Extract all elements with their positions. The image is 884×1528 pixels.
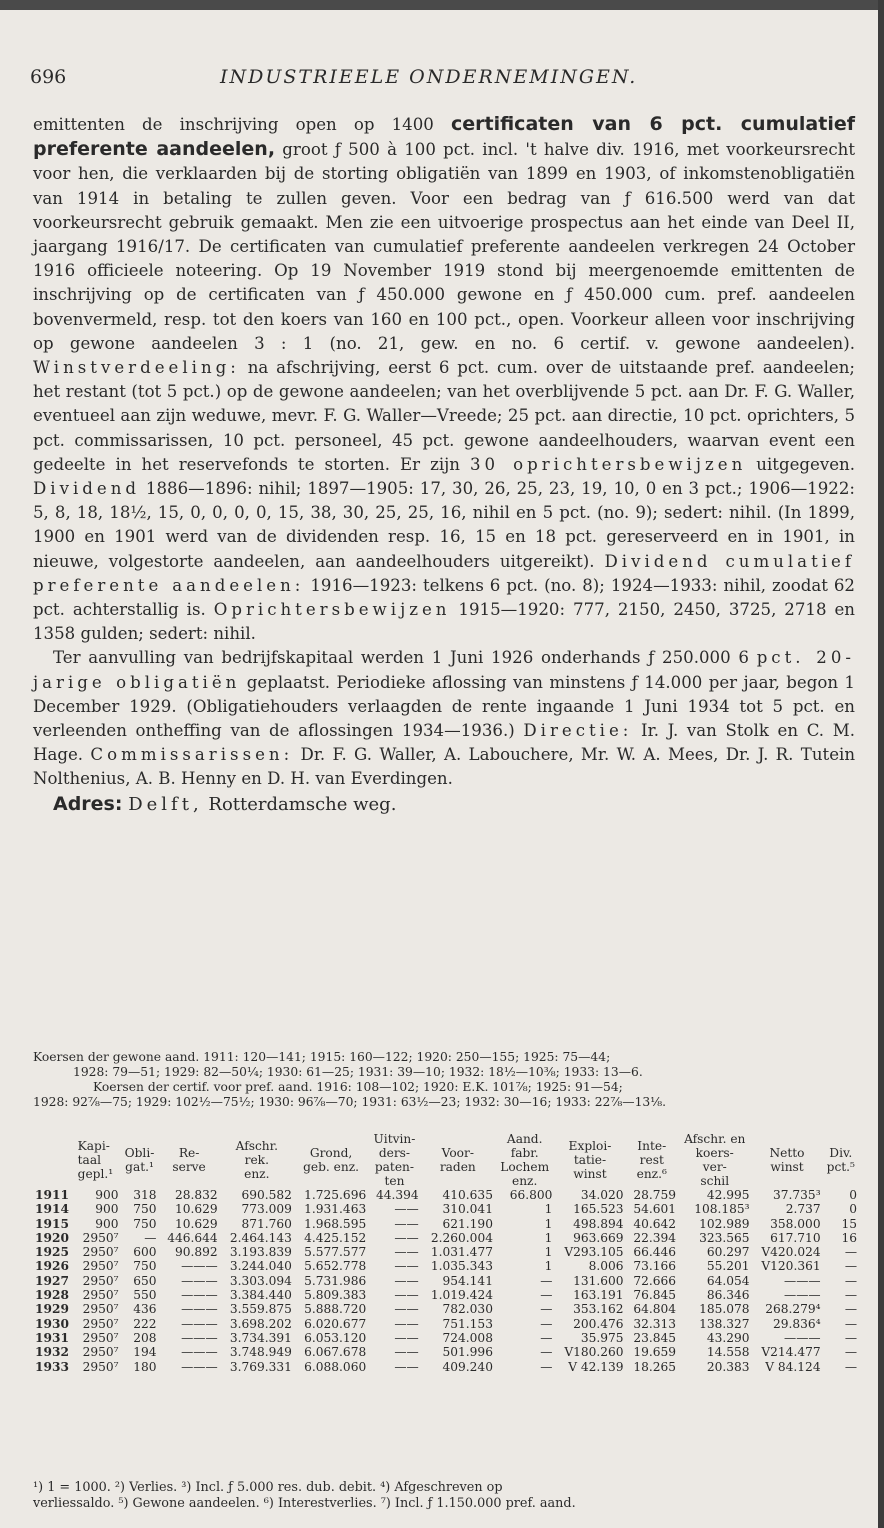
table-cell: 3.303.094 — [229, 1273, 292, 1288]
spaced-heading-directie: Directie: — [523, 721, 633, 741]
table-cell: 900 — [95, 1188, 119, 1202]
table-cell: 29.836⁴ — [773, 1316, 821, 1331]
page-number: 696 — [30, 66, 67, 88]
spaced-heading-obligatien: pct. 20-jarige obligatiën — [33, 648, 855, 692]
table-cell-year: 1927 — [35, 1273, 69, 1288]
table-cell: 4.425.152 — [304, 1230, 367, 1245]
table-cell: 436 — [133, 1302, 157, 1317]
bold-heading-certificaten: certificaten van 6 pct. cumulatief preferente aandeelen, — [33, 113, 855, 161]
koersen-pref-line1: Koersen der certif. voor pref. aand. 1916: 108—102; 1920: E.K. 101⅞; 1925: 91—54; — [93, 1080, 623, 1094]
spaced-heading-commissarissen: Commissarissen: — [90, 745, 294, 765]
table-cell: — — [844, 1316, 857, 1331]
text-run: uitgegeven. — [746, 454, 855, 474]
table-cell: 2950⁷ — [82, 1345, 119, 1360]
running-title: INDUSTRIEELE ONDERNEMINGEN. — [220, 66, 638, 88]
table-row — [33, 1345, 859, 1359]
table-cell: 268.279⁴ — [765, 1302, 821, 1317]
table-cell: 6.088.060 — [304, 1359, 367, 1374]
spaced-heading-oprichtersbewijzen: 30 oprichtersbewijzen — [470, 454, 747, 474]
table-row — [33, 1302, 859, 1316]
text-run: Ter aanvulling van bedrijfskapitaal werden 1 Juni 1926 onderhands ƒ 250.000 6 — [53, 648, 757, 668]
table-cell-year: 1926 — [35, 1259, 69, 1274]
table-cell: 2950⁷ — [82, 1245, 119, 1260]
table-cell: ——— — [181, 1302, 218, 1317]
table-row — [33, 1259, 859, 1273]
text-run: emittenten de inschrijving open op 1400 — [33, 115, 451, 134]
col-interest: Inte- rest enz.⁶ — [636, 1139, 667, 1181]
table-cell: V 42.139 — [568, 1359, 624, 1374]
table-cell: — — [844, 1259, 857, 1274]
footnote-line1: ¹) 1 = 1000. ²) Verlies. ³) Incl. ƒ 5.000 res. dub. debit. ⁴) Afgeschreven op — [33, 1480, 503, 1495]
table-cell: 37.735³ — [773, 1188, 821, 1202]
table-cell: 138.327 — [699, 1316, 750, 1331]
table-cell: ——— — [181, 1330, 218, 1345]
table-cell: 2950⁷ — [82, 1359, 119, 1374]
table-cell: 600 — [133, 1245, 157, 1260]
koersen-gewone-line2: 1928: 79—51; 1929: 82—50¼; 1930: 61—25; 1931: 39—10; 1932: 18½—10⅜; 1933: 13—6. — [73, 1065, 643, 1079]
table-cell: 724.008 — [442, 1330, 493, 1345]
text-run: na afschrijving, eerst 6 pct. cum. over de uitstaande pref. aandeelen; het restant (tot 5 pct.) op de gewone aandeelen; van het overblijvende 5 pct. aan Dr. F. G. Waller, eventueel aan zijn weduwe, mevr. F. G. Waller—Vreede; 25 pct. aan directie, 10 pct. oprichters, 5 pct. commissarissen, 10 pct. personeel, 45 pct. gewone aandeelhouders, waarvan event een gedeelte in het reservefonds te storten. Er zijn — [33, 358, 855, 474]
spaced-heading-dividend-cumulatief: Dividend cumulatief preferente aandeelen: — [33, 551, 856, 595]
table-cell: — — [144, 1230, 157, 1245]
table-cell: 40.642 — [633, 1216, 676, 1231]
table-cell: 2.737 — [785, 1202, 821, 1217]
text-run: groot ƒ 500 à 100 pct. incl. 't halve div. 1916, met voorkeursrecht voor hen, die verklaarden bij de storting obligatiën van 1899 en 1903, of inkomstenobligatiën van 1914 in betaling te zullen geven. Voor een bedrag van ƒ 616.500 werd van dat voorkeursrecht gebruik gemaakt. Men zie een uitvoerige prospectus aan het einde van Deel II, jaargang 1916/17. De certificaten van cumulatief preferente aandeelen verkregen 24 October 1916 officieele noteering. Op 19 November 1919 stond bij meergenoemde emittenten de inschrijving op de certificaten van ƒ 450.000 gewone en ƒ 450.000 cum. pref. aandeelen bovenvermeld, resp. tot den koers van 160 en 100 pct., open. Voorkeur alleen voor inschrijving op gewone aandeelen 3 : 1 (no. 21, gew. en no. 6 certif. v. gewone aandeelen). — [33, 140, 856, 353]
table-cell: 0 — [849, 1188, 857, 1202]
table-row — [33, 1331, 859, 1345]
footnotes — [33, 1480, 859, 1512]
table-cell: 2.260.004 — [430, 1230, 493, 1245]
table-cell: 60.297 — [706, 1245, 750, 1260]
table-cell: 5.888.720 — [304, 1302, 367, 1317]
table-cell: 10.629 — [175, 1216, 218, 1231]
scan-top-edge — [0, 0, 884, 10]
spaced-heading-winstverdeeling: Winstverdeeling: — [33, 358, 240, 378]
table-cell: 323.565 — [699, 1230, 750, 1245]
table-cell: 42.995 — [706, 1188, 750, 1202]
table-cell: 900 — [95, 1202, 119, 1217]
table-cell: V214.477 — [761, 1345, 821, 1360]
table-cell: 43.290 — [706, 1330, 750, 1345]
table-cell: 28.759 — [633, 1188, 676, 1202]
table-cell: 3.244.040 — [229, 1259, 292, 1274]
table-cell: 2950⁷ — [82, 1259, 119, 1274]
table-cell: 163.191 — [573, 1288, 624, 1303]
table-cell: 1.031.477 — [430, 1245, 493, 1260]
table-cell: 1 — [544, 1216, 553, 1231]
address-line — [33, 792, 855, 817]
col-voorraden: Voor- raden — [439, 1146, 476, 1174]
table-body — [33, 1188, 859, 1374]
table-cell: 750 — [133, 1202, 157, 1217]
table-cell: 1.019.424 — [430, 1288, 493, 1303]
table-row — [33, 1360, 859, 1374]
table-cell: ——— — [181, 1273, 218, 1288]
col-div: Div. pct.⁵ — [826, 1146, 855, 1174]
financial-table — [33, 1132, 859, 1374]
table-cell: 621.190 — [442, 1216, 493, 1231]
table-cell: 19.659 — [633, 1345, 676, 1360]
table-cell: —— — [394, 1202, 419, 1217]
table-cell: 750 — [133, 1259, 157, 1274]
table-cell: — — [540, 1345, 553, 1360]
table-cell: 10.629 — [175, 1202, 218, 1217]
table-cell: 32.313 — [633, 1316, 676, 1331]
table-cell: 3.734.391 — [229, 1330, 292, 1345]
table-cell: 5.652.778 — [304, 1259, 367, 1274]
table-cell: — — [844, 1345, 857, 1360]
spaced-heading-dividend: Dividend — [33, 479, 141, 499]
table-cell: 954.141 — [442, 1273, 493, 1288]
table-cell: 16 — [841, 1230, 857, 1245]
table-cell: 1 — [544, 1230, 553, 1245]
table-cell: 3.748.949 — [229, 1345, 292, 1360]
table-cell-year: 1920 — [35, 1230, 69, 1245]
table-cell: 66.446 — [633, 1245, 676, 1260]
table-cell: 750 — [133, 1216, 157, 1231]
table-cell: 1.035.343 — [430, 1259, 493, 1274]
table-cell: 34.020 — [580, 1188, 624, 1202]
col-netto: Netto winst — [769, 1146, 805, 1174]
table-cell: — — [844, 1302, 857, 1317]
spaced-heading-oprichtersbewijzen-2: Oprichtersbewijzen — [213, 600, 451, 620]
table-cell: 102.989 — [699, 1216, 750, 1231]
table-cell: ——— — [181, 1345, 218, 1360]
col-reserve: Re- serve — [172, 1146, 206, 1174]
table-cell: 650 — [133, 1273, 157, 1288]
footnote-line2: verliessaldo. ⁵) Gewone aandeelen. ⁶) Interestverlies. ⁷) Incl. ƒ 1.150.000 pref. aand. — [33, 1496, 576, 1511]
table-cell: 3.559.875 — [229, 1302, 292, 1317]
address-street: Rotterdamsche weg. — [202, 793, 397, 815]
table-cell: 963.669 — [573, 1230, 624, 1245]
table-cell: ——— — [784, 1330, 821, 1345]
table-cell: 871.760 — [241, 1216, 292, 1231]
table-cell: —— — [394, 1230, 419, 1245]
col-afschrijving: Afschr. rek. enz. — [235, 1139, 278, 1181]
table-cell: 55.201 — [706, 1259, 750, 1274]
table-cell-year: 1911 — [35, 1188, 69, 1202]
table-row — [33, 1188, 859, 1202]
table-cell: 3.384.440 — [229, 1288, 292, 1303]
text-run: 1915—1920: 777, 2150, 2450, 3725, 2718 en 1358 gulden; sedert: nihil. — [33, 600, 855, 644]
table-cell: 1.968.595 — [304, 1216, 367, 1231]
col-fabr-lochem: Aand. fabr. Lochem enz. — [500, 1132, 550, 1188]
table-cell: — — [844, 1288, 857, 1303]
col-year — [33, 1132, 76, 1188]
table-cell: 2950⁷ — [82, 1330, 119, 1345]
table-cell: — — [540, 1359, 553, 1374]
table-cell: 6.020.677 — [304, 1316, 367, 1331]
table-row — [33, 1202, 859, 1216]
table-cell: —— — [394, 1245, 419, 1260]
table-cell: 90.892 — [175, 1245, 218, 1260]
table-cell-year: 1928 — [35, 1288, 69, 1303]
table-cell: 165.523 — [573, 1202, 624, 1217]
table-cell-year: 1914 — [35, 1202, 69, 1217]
text-run: geplaatst. Periodieke aflossing van minstens ƒ 14.000 per jaar, begon 1 December 1929. (Obligatiehouders verlaagden de rente ingaande 1 Juni 1934 tot 5 pct. en verleenden ontheffing van de aflossingen 1934—1936.) — [33, 672, 855, 741]
table-cell: 18.265 — [633, 1359, 676, 1374]
table-cell: 15 — [841, 1216, 857, 1231]
main-text — [33, 112, 855, 817]
table-cell: 550 — [133, 1288, 157, 1303]
table-cell: 73.166 — [633, 1259, 676, 1274]
table-cell: —— — [394, 1345, 419, 1360]
table-cell: —— — [394, 1316, 419, 1331]
page-header — [30, 66, 864, 90]
table-cell: 108.185³ — [694, 1202, 750, 1217]
table-cell: 44.394 — [376, 1188, 419, 1202]
table-cell: 358.000 — [770, 1216, 821, 1231]
table-row — [33, 1288, 859, 1302]
table-cell: 66.800 — [509, 1188, 553, 1202]
table-cell: ——— — [181, 1359, 218, 1374]
table-cell: 5.731.986 — [304, 1273, 367, 1288]
table-cell: 3.193.839 — [229, 1245, 292, 1260]
text-run: 1916—1923: telkens 6 pct. (no. 8); 1924—1933: nihil, zoodat 62 pct. achterstallig is. — [33, 575, 855, 620]
table-cell: 2950⁷ — [82, 1288, 119, 1303]
paragraph-emission — [33, 112, 855, 646]
table-cell: 690.582 — [241, 1188, 292, 1202]
col-grond: Grond, geb. enz. — [303, 1146, 360, 1174]
table-cell: ——— — [181, 1259, 218, 1274]
table-cell: V293.105 — [564, 1245, 624, 1260]
table-row — [33, 1217, 859, 1231]
table-cell: 208 — [133, 1330, 157, 1345]
share-prices — [33, 1050, 855, 1110]
table-cell: 310.041 — [442, 1202, 493, 1217]
table-cell: —— — [394, 1216, 419, 1231]
table-cell: — — [844, 1245, 857, 1260]
table-cell: 28.832 — [175, 1188, 218, 1202]
table-cell: 86.346 — [706, 1288, 750, 1303]
table-cell-year: 1915 — [35, 1216, 69, 1231]
table-cell: 194 — [133, 1345, 157, 1360]
table-cell: 1.931.463 — [304, 1202, 367, 1217]
table-cell: 498.894 — [573, 1216, 624, 1231]
table-cell: V120.361 — [761, 1259, 821, 1274]
table-cell: V 84.124 — [765, 1359, 821, 1374]
table-cell: 2.464.143 — [229, 1230, 292, 1245]
table-cell: — — [844, 1330, 857, 1345]
table-cell: — — [540, 1330, 553, 1345]
table-cell: 23.845 — [633, 1330, 676, 1345]
table-cell: 1 — [544, 1259, 553, 1274]
table-cell: ——— — [784, 1273, 821, 1288]
table-cell-year: 1933 — [35, 1359, 69, 1374]
table-cell: 185.078 — [699, 1302, 750, 1317]
table-cell: 1 — [544, 1245, 553, 1260]
table-cell: 8.006 — [588, 1259, 624, 1274]
table-cell: 782.030 — [442, 1302, 493, 1317]
scan-right-edge — [878, 0, 884, 1528]
table-cell: 1 — [544, 1202, 553, 1217]
col-kapitaal: Kapi- taal gepl.¹ — [77, 1139, 114, 1181]
table-row — [33, 1231, 859, 1245]
table-cell-year: 1932 — [35, 1345, 69, 1360]
table-cell: 64.054 — [706, 1273, 750, 1288]
paragraph-obligaties — [33, 646, 855, 791]
table-cell: 2950⁷ — [82, 1316, 119, 1331]
table-row — [33, 1245, 859, 1259]
address-label: Adres: — [53, 792, 123, 815]
table-cell: 1.725.696 — [304, 1188, 367, 1202]
table-cell: ——— — [181, 1316, 218, 1331]
table-row — [33, 1317, 859, 1331]
table-cell: 64.804 — [633, 1302, 676, 1317]
table-cell: 773.009 — [241, 1202, 292, 1217]
table-cell: 3.769.331 — [229, 1359, 292, 1374]
table-cell: 76.845 — [633, 1288, 676, 1303]
table-cell: — — [540, 1273, 553, 1288]
table-cell: 72.666 — [633, 1273, 676, 1288]
table-cell: 0 — [849, 1202, 857, 1217]
table-cell: — — [540, 1316, 553, 1331]
table-cell: — — [540, 1302, 553, 1317]
table-cell: 35.975 — [580, 1330, 624, 1345]
table-cell: 222 — [133, 1316, 157, 1331]
table-cell: 501.996 — [442, 1345, 493, 1360]
col-obligaties: Obli- gat.¹ — [124, 1146, 155, 1174]
table-cell: ——— — [181, 1288, 218, 1303]
address-city: Delft, — [128, 793, 203, 815]
table-cell: 200.476 — [573, 1316, 624, 1331]
table-cell: 22.394 — [633, 1230, 676, 1245]
table-cell: —— — [394, 1273, 419, 1288]
koersen-gewone-line1: Koersen der gewone aand. 1911: 120—141; 1915: 160—122; 1920: 250—155; 1925: 75—44; — [33, 1050, 611, 1064]
table-cell-year: 1925 — [35, 1245, 69, 1260]
table-cell: 751.153 — [442, 1316, 493, 1331]
table-cell: V180.260 — [564, 1345, 624, 1360]
col-uitvinders: Uitvin- ders- paten- ten — [373, 1132, 416, 1188]
table-cell: 6.053.120 — [304, 1330, 367, 1345]
table-cell: —— — [394, 1302, 419, 1317]
table-row — [33, 1274, 859, 1288]
table-cell: — — [844, 1359, 857, 1374]
table-cell: —— — [394, 1288, 419, 1303]
table-cell: 2950⁷ — [82, 1230, 119, 1245]
table-header-row — [33, 1132, 859, 1188]
table-cell: — — [540, 1288, 553, 1303]
text-run: 1886—1896: nihil; 1897—1905: 17, 30, 26, 25, 23, 19, 10, 0 en 3 pct.; 1906—1922: 5, 8, 18, 18½, 15, 0, 0, 0, 0, 15, 38, 30, 25, 25, 16, nihil en 5 pct. (no. 9); sedert: nihil. (In 1899, 1900 en 1901 werd van de dividenden resp. 16, 15 en 18 pct. gereserveerd en in 1901, in nieuwe, volgestorte aandeelen, aan aandeelhouders uitgereikt). — [33, 479, 855, 571]
table-cell: V420.024 — [761, 1245, 821, 1260]
col-exploitatie: Exploi- tatie- winst — [568, 1139, 612, 1181]
table-cell: 446.644 — [167, 1230, 218, 1245]
table-cell: — — [844, 1273, 857, 1288]
table-cell: 131.600 — [573, 1273, 624, 1288]
table-cell: 409.240 — [442, 1359, 493, 1374]
table-cell: 3.698.202 — [229, 1316, 292, 1331]
table-cell: 6.067.678 — [304, 1345, 367, 1360]
text-run: Dr. F. G. Waller, A. Labouchere, Mr. W. A. Mees, Dr. J. R. Tutein Nolthenius, A. B. Henny en D. H. van Everdingen. — [33, 745, 856, 789]
table-cell: 14.558 — [706, 1345, 750, 1360]
table-cell: ——— — [784, 1288, 821, 1303]
table-cell: —— — [394, 1359, 419, 1374]
table-cell: 180 — [133, 1359, 157, 1374]
table-cell: 617.710 — [770, 1230, 821, 1245]
table-cell-year: 1931 — [35, 1330, 69, 1345]
table-cell: —— — [394, 1259, 419, 1274]
table-cell: 900 — [95, 1216, 119, 1231]
table-cell: —— — [394, 1330, 419, 1345]
col-afschr-koers: Afschr. en koers- ver- schil — [684, 1132, 746, 1188]
koersen-pref-line2: 1928: 92⅞—75; 1929: 102½—75½; 1930: 96⅞—70; 1931: 63½—23; 1932: 30—16; 1933: 22⅞—13⅛. — [33, 1095, 667, 1109]
text-run: Ir. J. van Stolk en C. M. Hage. — [33, 721, 855, 765]
table-cell: 5.809.383 — [304, 1288, 367, 1303]
table-cell: 318 — [133, 1188, 157, 1202]
table-cell: 2950⁷ — [82, 1302, 119, 1317]
table-cell: 2950⁷ — [82, 1273, 119, 1288]
table-cell: 353.162 — [573, 1302, 624, 1317]
table-cell: 5.577.577 — [304, 1245, 367, 1260]
table-cell: 410.635 — [442, 1188, 493, 1202]
table-cell-year: 1930 — [35, 1316, 69, 1331]
table-cell: 20.383 — [706, 1359, 750, 1374]
table-cell: 54.601 — [633, 1202, 676, 1217]
table-cell-year: 1929 — [35, 1302, 69, 1317]
